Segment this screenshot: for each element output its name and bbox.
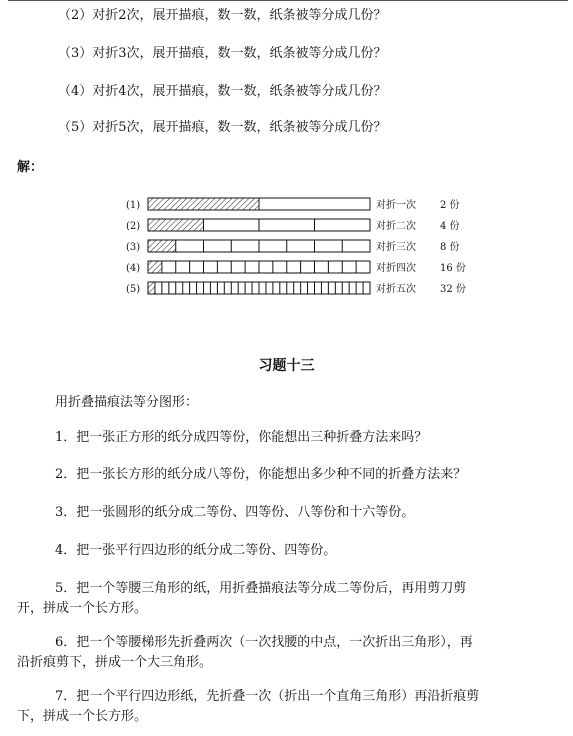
strip-label: (1) <box>126 200 141 211</box>
question-2: （2）对折2次，展开描痕，数一数，纸条被等分成几份？ <box>58 8 387 23</box>
parts-count-label: 16 份 <box>440 263 466 274</box>
hatched-part <box>148 219 204 231</box>
strip-label: (2) <box>126 221 141 232</box>
folding-diagram <box>0 0 573 320</box>
strip-label: (4) <box>126 263 141 274</box>
exercise-5-line-1: 5．把一个等腰三角形的纸，用折叠描痕法等分成二等份后，再用剪刀剪 <box>55 581 467 596</box>
strip-row <box>126 198 460 211</box>
parts-count-label: 4 份 <box>440 221 460 232</box>
solution-label: 解： <box>17 160 44 175</box>
parts-count-label: 8 份 <box>440 242 460 253</box>
exercise-4: 4．把一张平行四边形的纸分成二等份、四等份。 <box>55 543 337 558</box>
question-5: （5）对折5次，展开描痕，数一数，纸条被等分成几份？ <box>58 120 387 135</box>
fold-count-label: 对折五次 <box>376 284 416 295</box>
exercise-6-line-2: 沿折痕剪下，拼成一个大三角形。 <box>17 655 213 670</box>
hatched-part <box>148 282 155 294</box>
hatched-part <box>148 261 162 273</box>
fold-count-label: 对折三次 <box>376 242 416 253</box>
exercise-1: 1．把一张正方形的纸分成四等份，你能想出三种折叠方法来吗？ <box>55 430 428 445</box>
fold-count-label: 对折一次 <box>376 200 416 211</box>
exercise-7-line-1: 7．把一个平行四边形纸，先折叠一次（折出一个直角三角形）再沿折痕剪 <box>55 689 480 704</box>
hatched-part <box>148 240 176 252</box>
hatched-part <box>148 198 259 210</box>
exercise-5-line-2: 开，拼成一个长方形。 <box>17 601 148 616</box>
exercise-6-line-1: 6．把一个等腰梯形先折叠两次（一次找腰的中点，一次折出三角形），再 <box>55 635 473 650</box>
strip-label: (5) <box>126 284 141 295</box>
strip-row <box>126 219 460 232</box>
intro-text: 用折叠描痕法等分图形： <box>55 395 199 410</box>
fold-count-label: 对折二次 <box>376 221 416 232</box>
parts-count-label: 32 份 <box>440 284 466 295</box>
question-3: （3）对折3次，展开描痕，数一数，纸条被等分成几份？ <box>58 46 387 61</box>
strip-row <box>126 240 460 253</box>
strip-row <box>126 282 466 295</box>
exercise-3: 3．把一张圆形的纸分成二等份、四等份、八等份和十六等份。 <box>55 505 415 520</box>
parts-count-label: 2 份 <box>440 200 460 211</box>
strip-label: (3) <box>126 242 141 253</box>
strip-row <box>126 261 466 274</box>
question-4: （4）对折4次，展开描痕，数一数，纸条被等分成几份？ <box>58 84 387 99</box>
exercise-7-line-2: 下，拼成一个长方形。 <box>17 709 148 724</box>
exercise-2: 2．把一张长方形的纸分成八等份，你能想出多少种不同的折叠方法来？ <box>55 467 467 482</box>
section-title: 习题十三 <box>258 358 315 374</box>
fold-count-label: 对折四次 <box>376 263 416 274</box>
